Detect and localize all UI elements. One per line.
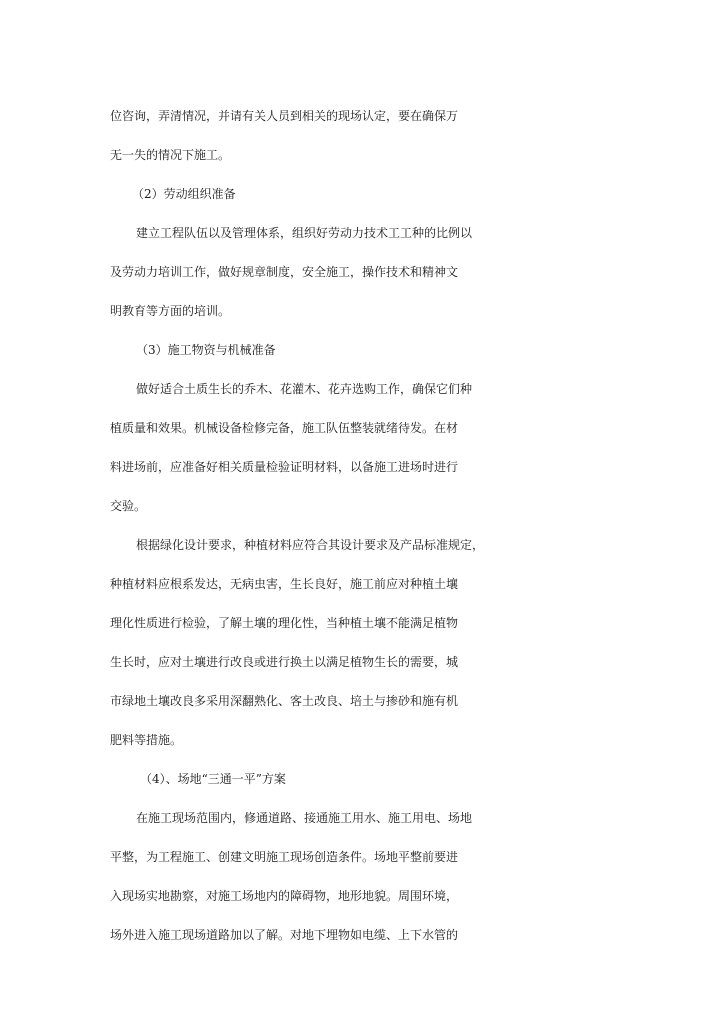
text-line: 生长时，应对土壤进行改良或进行换土以满足植物生长的需要，城 bbox=[110, 655, 459, 669]
text-line: 根据绿化设计要求，种植材料应符合其设计要求及产品标准规定， bbox=[136, 538, 485, 552]
text-line: 交验。 bbox=[110, 499, 147, 513]
section-heading: （3）施工物资与机械准备 bbox=[136, 343, 276, 357]
text-line: 市绿地土壤改良多采用深翻熟化、客土改良、培土与掺砂和施有机 bbox=[110, 694, 459, 708]
section-heading: （2）劳动组织准备 bbox=[132, 187, 236, 201]
text-line: 平整，为工程施工、创建文明施工现场创造条件。场地平整前要进 bbox=[110, 850, 459, 864]
text-line: 做好适合土质生长的乔木、花灌木、花卉选购工作，确保它们种 bbox=[136, 382, 473, 396]
text-line: 肥料等措施。 bbox=[110, 733, 183, 747]
text-line: 理化性质进行检验，了解土壤的理化性，当种植土壤不能满足植物 bbox=[110, 616, 459, 630]
text-line: 无一失的情况下施工。 bbox=[110, 148, 231, 162]
text-line: 在施工现场范围内，修通道路、接通施工用水、施工用电、场地 bbox=[136, 811, 473, 825]
text-line: 明教育等方面的培训。 bbox=[110, 304, 231, 318]
text-line: 及劳动力培训工作，做好规章制度，安全施工，操作技术和精神文 bbox=[110, 265, 459, 279]
text-line: 建立工程队伍以及管理体系，组织好劳动力技术工工种的比例以 bbox=[136, 226, 473, 240]
text-line: 料进场前，应准备好相关质量检验证明材料，以备施工进场时进行 bbox=[110, 460, 459, 474]
text-line: 种植材料应根系发达，无病虫害，生长良好，施工前应对种植土壤 bbox=[110, 577, 459, 591]
text-line: 入现场实地勘察，对施工场地内的障碍物，地形地貌。周围环境， bbox=[110, 889, 459, 903]
section-heading: （4）、场地“三通一平”方案 bbox=[140, 772, 286, 786]
text-line: 植质量和效果。机械设备检修完备，施工队伍整装就绪待发。在材 bbox=[110, 421, 459, 435]
text-line: 场外进入施工现场道路加以了解。对地下埋物如电缆、上下水管的 bbox=[110, 928, 459, 942]
text-line: 位咨询，弄清情况，并请有关人员到相关的现场认定，要在确保万 bbox=[110, 109, 459, 123]
